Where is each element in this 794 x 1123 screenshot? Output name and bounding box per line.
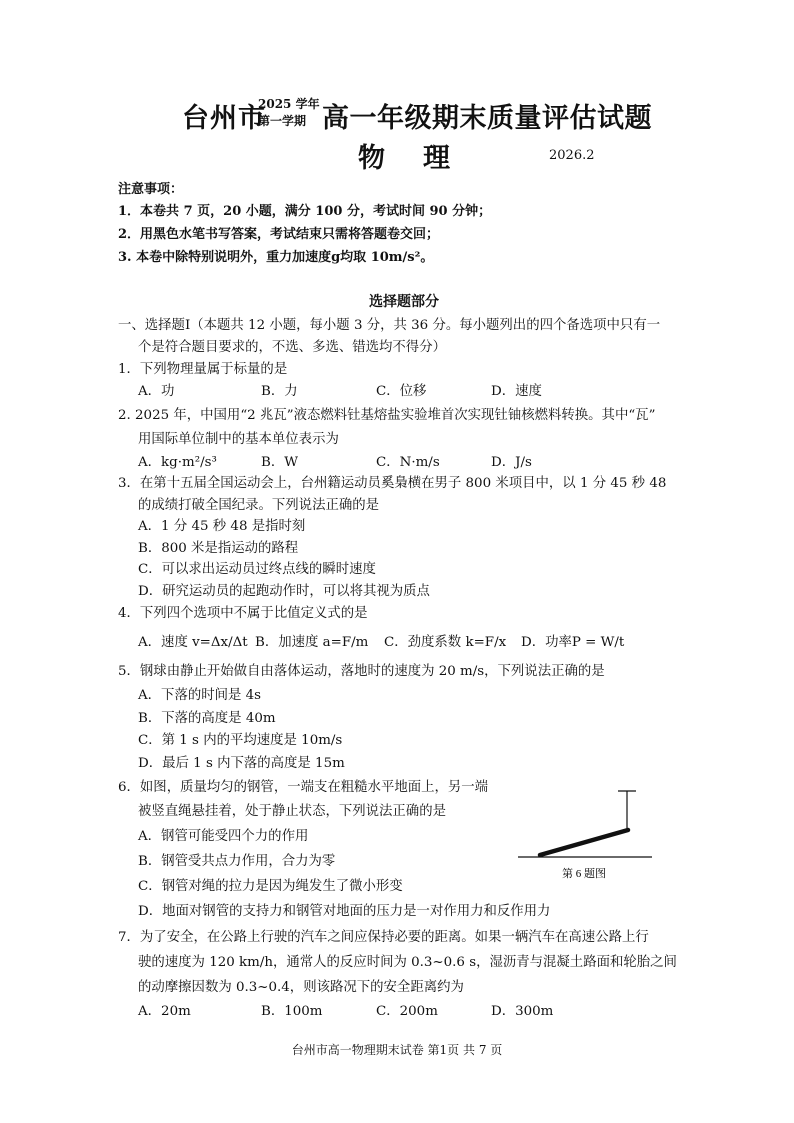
q7-option: A．20m	[138, 1004, 191, 1019]
q7-stem-line2: 驶的速度为 120 km/h，通常人的反应时间为 0.3~0.6 s，湿沥青与混凝土路面和轮胎之间	[138, 955, 677, 970]
q3-option: B．800 米是指运动的路程	[138, 541, 299, 556]
exam-date: 2026.2	[549, 148, 595, 163]
section-title: 选择题部分	[369, 294, 439, 310]
q1-stem: 1．下列物理量属于标量的是	[118, 362, 288, 377]
q4-option: D．功率P = W/t	[521, 635, 625, 650]
q4-stem: 4．下列四个选项中不属于比值定义式的是	[118, 606, 368, 621]
q6-option: B．钢管受共点力作用，合力为零	[138, 854, 336, 869]
q2-stem-line2: 用国际单位制中的基本单位表示为	[138, 432, 339, 447]
q2-option: A．kg·m²/s³	[138, 455, 217, 470]
q6-option: C．钢管对绳的拉力是因为绳发生了微小形变	[138, 879, 403, 894]
q2-option: C．N·m/s	[376, 455, 440, 470]
q4-option: C．劲度系数 k=F/x	[384, 635, 507, 650]
q7-stem-line3: 的动摩擦因数为 0.3~0.4，则该路况下的安全距离约为	[138, 980, 464, 995]
note-item: 1．本卷共 7 页，20 小题，满分 100 分，考试时间 90 分钟；	[118, 204, 492, 219]
subject-title: 物理	[358, 143, 488, 174]
steel-pipe	[540, 830, 628, 855]
q5-option: A．下落的时间是 4s	[138, 688, 262, 703]
q7-option: D．300m	[491, 1004, 554, 1019]
q2-stem-line1: 2. 2025 年，中国用“2 兆瓦”液态燃料钍基熔盐实验堆首次实现钍铀核燃料转换。其中“瓦”	[118, 408, 656, 423]
q6-option: D．地面对钢管的支持力和钢管对地面的压力是一对作用力和反作用力	[138, 904, 551, 919]
note-item: 3. 本卷中除特别说明外，重力加速度g均取 10m/s²。	[118, 250, 434, 265]
notes-heading: 注意事项：	[118, 182, 184, 197]
title-city: 台州市	[182, 103, 266, 134]
q5-option: D．最后 1 s 内下落的高度是 15m	[138, 756, 345, 771]
q7-option: B．100m	[261, 1004, 323, 1019]
q3-stem-line1: 3．在第十五届全国运动会上，台州籍运动员奚梟横在男子 800 米项目中，以 1 分 45 秒 48	[118, 476, 667, 491]
q2-option: D．J/s	[491, 455, 532, 470]
q3-option: C．可以求出运动员过终点线的瞬时速度	[138, 562, 376, 577]
q7-stem-line1: 7．为了安全，在公路上行驶的汽车之间应保持必要的距离。如果一辆汽车在高速公路上行	[118, 930, 649, 945]
q5-option: B．下落的高度是 40m	[138, 711, 276, 726]
q6-figure-caption: 第 6 题图	[562, 868, 606, 880]
q4-option: A．速度 v=Δx/Δt	[138, 635, 248, 650]
q5-stem: 5．钢球由静止开始做自由落体运动，落地时的速度为 20 m/s，下列说法正确的是	[118, 664, 605, 679]
title-year-line2: 第一学期	[258, 114, 307, 128]
q6-stem-line1: 6．如图，质量均匀的钢管，一端支在粗糙水平地面上，另一端	[118, 780, 489, 795]
q4-option: B．加速度 a=F/m	[255, 635, 369, 650]
title-year-line1: 2025 学年	[258, 97, 320, 111]
q3-option: A．1 分 45 秒 48 是指时刻	[138, 519, 306, 534]
q7-option: C．200m	[376, 1004, 438, 1019]
part-heading-line1: 一、选择题Ⅰ（本题共 12 小题，每小题 3 分，共 36 分。每小题列出的四个备选项中只有一	[118, 318, 661, 333]
note-item: 2．用黑色水笔书写答案，考试结束只需将答题卷交回；	[118, 227, 440, 242]
q3-stem-line2: 的成绩打破全国纪录。下列说法正确的是	[138, 498, 380, 513]
q1-option: A．功	[138, 384, 175, 399]
q6-figure	[510, 785, 660, 885]
q6-option: A．钢管可能受四个力的作用	[138, 829, 309, 844]
q1-option: B．力	[261, 384, 298, 399]
title-year-block	[258, 96, 320, 130]
part-heading-line2: 个是符合题目要求的，不选、多选、错选均不得分）	[138, 340, 446, 355]
q3-option: D．研究运动员的起跑动作时，可以将其视为质点	[138, 584, 430, 599]
page-title: 高一年级期末质量评估试题	[322, 103, 652, 134]
q1-option: C．位移	[376, 384, 427, 399]
page-footer: 台州市高一物理期末试卷 第1页 共 7 页	[291, 1043, 503, 1057]
q5-option: C．第 1 s 内的平均速度是 10m/s	[138, 733, 343, 748]
q1-option: D．速度	[491, 384, 542, 399]
q6-stem-line2: 被竖直绳悬挂着，处于静止状态，下列说法正确的是	[138, 804, 446, 819]
q2-option: B．W	[261, 455, 298, 470]
